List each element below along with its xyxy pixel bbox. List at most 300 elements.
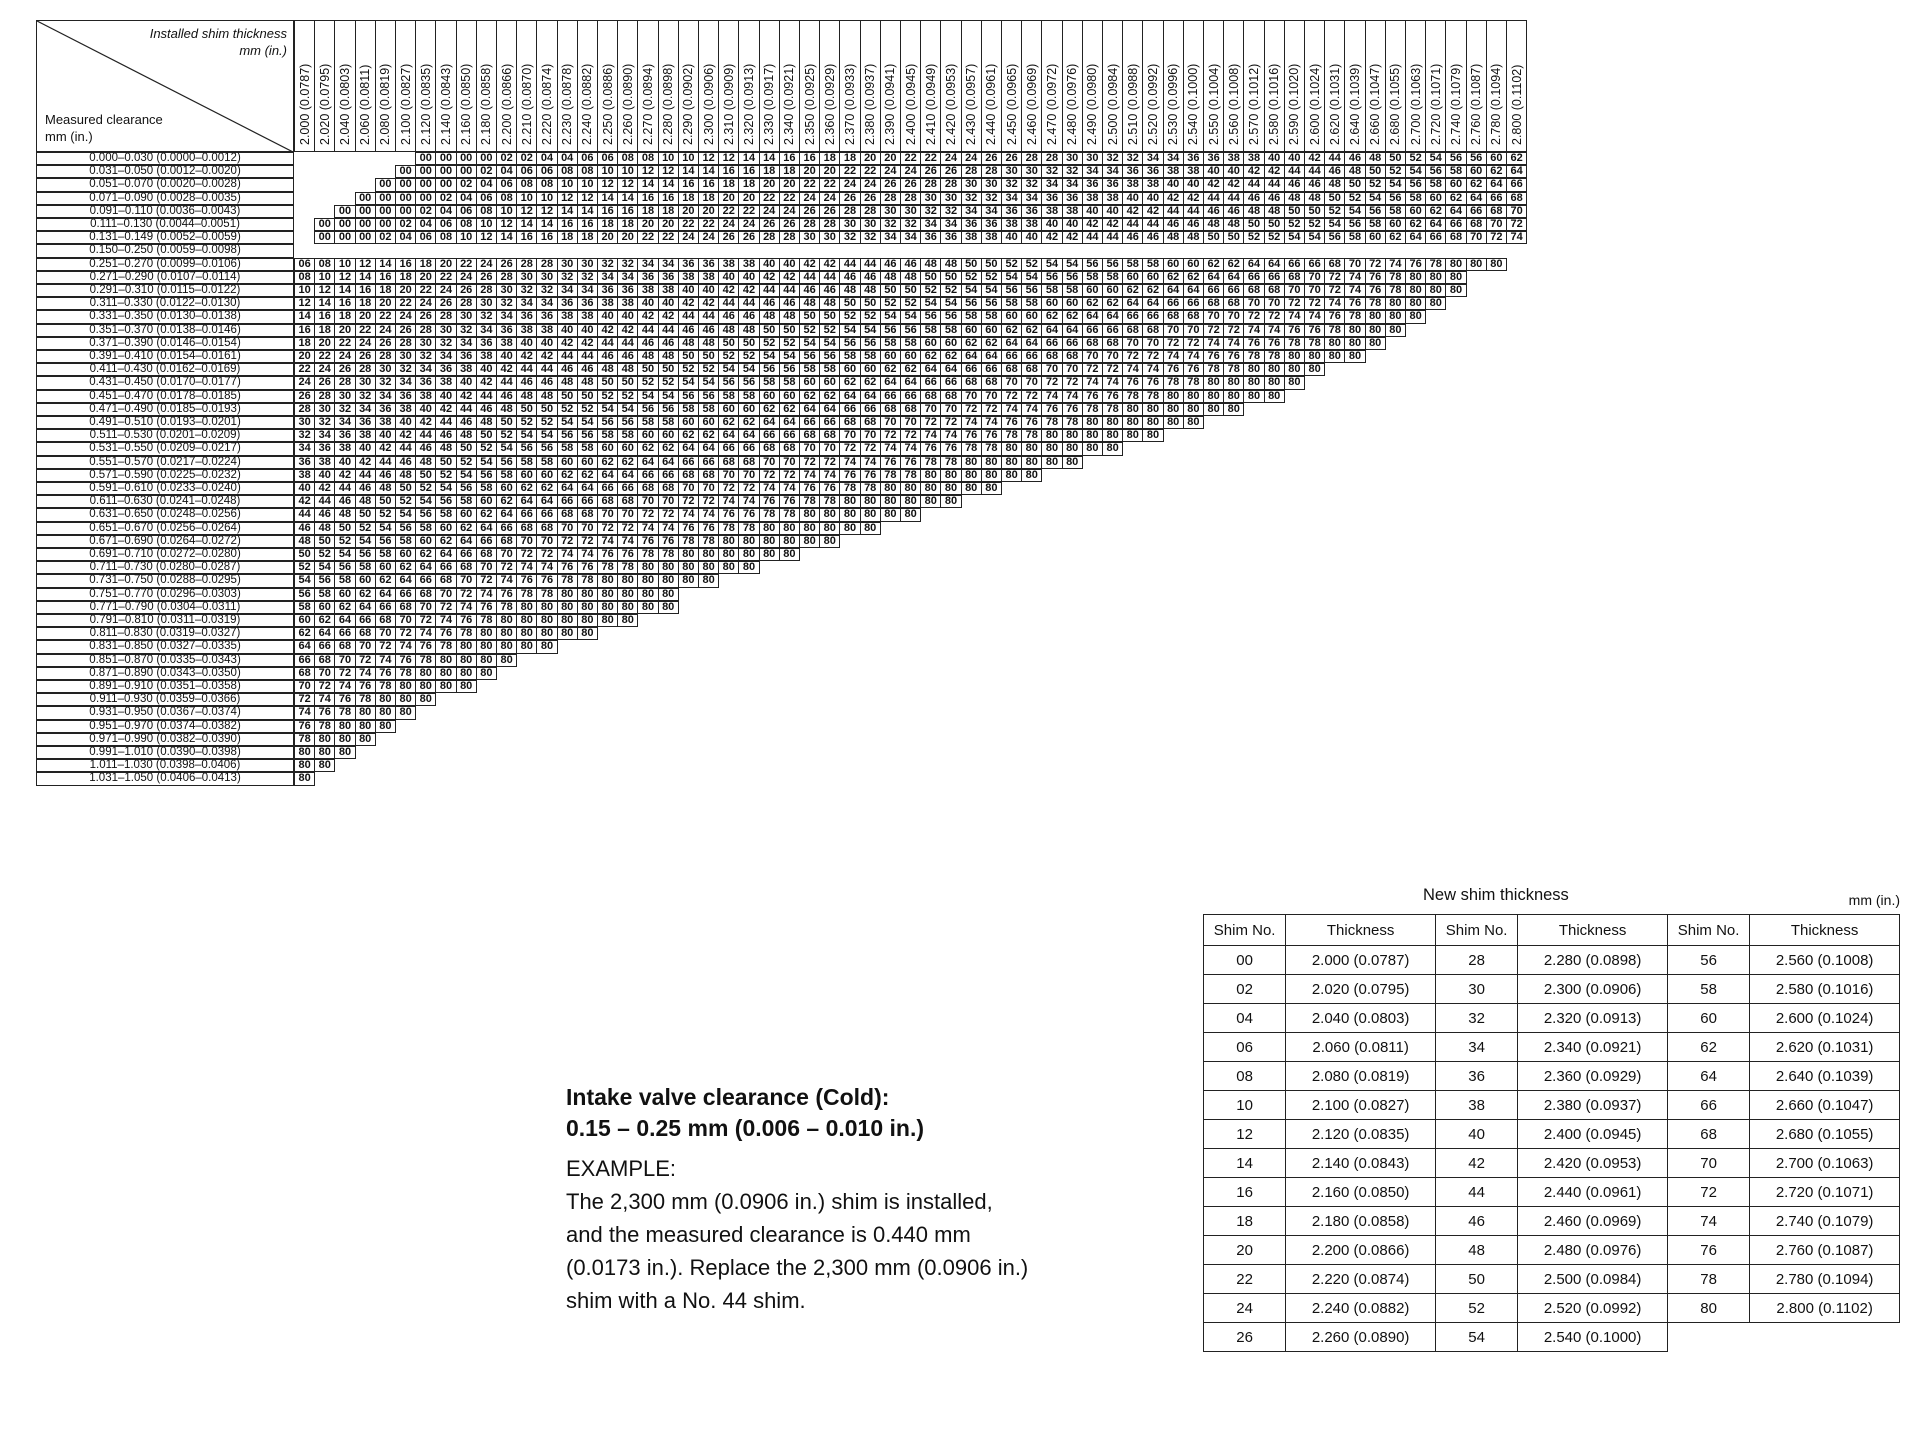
matrix-cell: 32 <box>516 284 537 297</box>
matrix-cell: 80 <box>1041 442 1062 455</box>
matrix-cell: 22 <box>334 337 355 350</box>
matrix-cell: 12 <box>516 205 537 218</box>
matrix-cell: 76 <box>961 429 982 442</box>
matrix-cell: 08 <box>637 152 658 165</box>
matrix-cell: 76 <box>516 574 537 587</box>
matrix-cell: 72 <box>1001 390 1022 403</box>
matrix-cell: 76 <box>1324 310 1345 323</box>
matrix-cell: 50 <box>900 284 921 297</box>
matrix-cell: 42 <box>456 390 477 403</box>
matrix-cell: 46 <box>294 522 315 535</box>
matrix-cell: 66 <box>355 614 376 627</box>
column-header <box>1102 20 1123 152</box>
matrix-cell: 44 <box>395 442 416 455</box>
matrix-cell: 42 <box>496 363 517 376</box>
matrix-cell: 50 <box>759 324 780 337</box>
matrix-cell: 46 <box>1203 205 1224 218</box>
matrix-cell: 50 <box>1365 165 1386 178</box>
matrix-cell: 50 <box>799 310 820 323</box>
matrix-cell: 30 <box>839 218 860 231</box>
matrix-cell: 58 <box>900 337 921 350</box>
matrix-cell: 80 <box>1324 350 1345 363</box>
matrix-cell: 56 <box>1041 271 1062 284</box>
matrix-cell: 16 <box>617 205 638 218</box>
matrix-cell: 64 <box>435 548 456 561</box>
matrix-cell: 80 <box>880 482 901 495</box>
matrix-cell: 44 <box>597 337 618 350</box>
matrix-cell: 40 <box>1041 218 1062 231</box>
matrix-cell: 48 <box>637 350 658 363</box>
matrix-cell: 74 <box>294 706 315 719</box>
matrix-cell: 32 <box>1021 178 1042 191</box>
matrix-cell: 38 <box>617 297 638 310</box>
matrix-cell: 80 <box>1183 416 1204 429</box>
table-row <box>1204 1265 1900 1294</box>
column-header <box>1284 20 1305 152</box>
matrix-cell: 70 <box>557 522 578 535</box>
matrix-cell: 62 <box>557 469 578 482</box>
matrix-cell: 70 <box>496 548 517 561</box>
matrix-cell: 44 <box>1163 205 1184 218</box>
matrix-cell: 80 <box>637 574 658 587</box>
matrix-cell: 34 <box>961 205 982 218</box>
matrix-cell: 10 <box>476 218 497 231</box>
matrix-cell: 30 <box>1001 165 1022 178</box>
matrix-cell: 70 <box>334 654 355 667</box>
matrix-cell: 64 <box>597 469 618 482</box>
thickness-cell: 2.020 (0.0795) <box>1286 975 1436 1004</box>
matrix-cell: 66 <box>940 376 961 389</box>
matrix-cell: 12 <box>334 271 355 284</box>
thickness-cell: 2.380 (0.0937) <box>1518 1091 1668 1120</box>
matrix-cell: 34 <box>1041 178 1062 191</box>
matrix-cell: 78 <box>961 442 982 455</box>
matrix-cell: 70 <box>1183 324 1204 337</box>
matrix-cell: 46 <box>1122 231 1143 244</box>
matrix-cell: 80 <box>1082 429 1103 442</box>
matrix-cell: 80 <box>496 654 517 667</box>
matrix-cell: 72 <box>1203 324 1224 337</box>
matrix-cell: 52 <box>1284 218 1305 231</box>
matrix-cell: 40 <box>637 297 658 310</box>
matrix-cell: 44 <box>415 429 436 442</box>
column-header-label: 2.390 (0.0941) <box>883 63 898 145</box>
column-header <box>1264 20 1285 152</box>
matrix-cell: 28 <box>900 192 921 205</box>
matrix-cell: 56 <box>839 337 860 350</box>
matrix-cell: 80 <box>759 522 780 535</box>
matrix-cell: 58 <box>779 376 800 389</box>
matrix-cell: 70 <box>738 469 759 482</box>
matrix-cell: 66 <box>1142 310 1163 323</box>
matrix-cell: 16 <box>294 324 315 337</box>
matrix-cell: 22 <box>900 152 921 165</box>
matrix-cell: 18 <box>637 205 658 218</box>
matrix-cell: 56 <box>819 350 840 363</box>
matrix-cell: 16 <box>799 152 820 165</box>
matrix-cell: 50 <box>1385 152 1406 165</box>
matrix-cell: 40 <box>1082 205 1103 218</box>
matrix-cell: 48 <box>1365 152 1386 165</box>
matrix-cell: 60 <box>496 482 517 495</box>
matrix-cell: 38 <box>314 456 335 469</box>
matrix-cell: 36 <box>617 284 638 297</box>
matrix-cell: 70 <box>718 469 739 482</box>
matrix-cell: 76 <box>1163 363 1184 376</box>
matrix-cell: 56 <box>1385 192 1406 205</box>
matrix-cell: 62 <box>1001 324 1022 337</box>
matrix-corner-header <box>36 20 294 152</box>
matrix-cell: 62 <box>597 456 618 469</box>
matrix-cell: 38 <box>355 429 376 442</box>
matrix-cell: 26 <box>779 218 800 231</box>
matrix-cell: 44 <box>577 350 598 363</box>
matrix-cell: 54 <box>1001 271 1022 284</box>
shim-table-caption <box>1203 884 1900 914</box>
matrix-cell: 80 <box>637 601 658 614</box>
matrix-cell: 52 <box>314 548 335 561</box>
matrix-cell: 32 <box>294 429 315 442</box>
matrix-cell: 50 <box>1243 218 1264 231</box>
matrix-cell: 70 <box>981 390 1002 403</box>
matrix-cell: 76 <box>1082 390 1103 403</box>
matrix-cell: 70 <box>1243 297 1264 310</box>
shim-number-cell: 54 <box>1435 1323 1517 1352</box>
matrix-cell: 78 <box>557 574 578 587</box>
column-header-label: 2.060 (0.0811) <box>358 64 373 145</box>
shim-number-cell: 48 <box>1435 1236 1517 1265</box>
matrix-cell: 46 <box>1304 178 1325 191</box>
matrix-cell: 78 <box>1264 350 1285 363</box>
column-header <box>1041 20 1062 152</box>
column-header-label: 2.570 (0.1012) <box>1246 63 1261 145</box>
matrix-cell: 00 <box>395 192 416 205</box>
matrix-cell: 76 <box>375 667 396 680</box>
matrix-cell: 10 <box>597 165 618 178</box>
matrix-cell: 80 <box>1405 297 1426 310</box>
matrix-cell: 78 <box>880 469 901 482</box>
matrix-cell: 68 <box>1062 350 1083 363</box>
matrix-cell: 22 <box>799 178 820 191</box>
column-header <box>415 20 436 152</box>
matrix-cell: 76 <box>1062 403 1083 416</box>
matrix-cell: 66 <box>334 627 355 640</box>
matrix-cell: 70 <box>678 482 699 495</box>
matrix-cell: 78 <box>1122 390 1143 403</box>
matrix-cell: 74 <box>476 588 497 601</box>
matrix-cell: 58 <box>1021 297 1042 310</box>
matrix-cell: 72 <box>334 667 355 680</box>
column-header <box>819 20 840 152</box>
matrix-cell: 76 <box>1203 350 1224 363</box>
matrix-cell: 56 <box>476 469 497 482</box>
matrix-cell: 76 <box>1001 416 1022 429</box>
matrix-cell: 18 <box>839 152 860 165</box>
row-label: 0.271–0.290 (0.0107–0.0114) <box>36 271 294 284</box>
matrix-cell: 20 <box>435 258 456 271</box>
matrix-cell: 80 <box>1203 390 1224 403</box>
matrix-cell: 70 <box>880 416 901 429</box>
matrix-cell: 16 <box>516 231 537 244</box>
matrix-cell: 60 <box>637 429 658 442</box>
matrix-cell: 76 <box>1122 376 1143 389</box>
shim-number-cell: 30 <box>1435 975 1517 1004</box>
matrix-cell: 58 <box>839 350 860 363</box>
matrix-cell: 12 <box>698 152 719 165</box>
column-header <box>1082 20 1103 152</box>
matrix-cell: 46 <box>1284 178 1305 191</box>
matrix-cell: 54 <box>334 548 355 561</box>
matrix-cell: 40 <box>617 310 638 323</box>
matrix-cell: 80 <box>819 508 840 521</box>
matrix-cell: 02 <box>516 152 537 165</box>
matrix-cell: 72 <box>375 640 396 653</box>
matrix-cell: 56 <box>799 350 820 363</box>
matrix-cell: 10 <box>678 152 699 165</box>
matrix-cell: 58 <box>557 442 578 455</box>
matrix-cell: 68 <box>395 601 416 614</box>
matrix-cell: 54 <box>1304 231 1325 244</box>
matrix-cell: 36 <box>314 442 335 455</box>
matrix-cell: 62 <box>1102 297 1123 310</box>
matrix-cell: 36 <box>981 218 1002 231</box>
matrix-cell: 52 <box>1264 231 1285 244</box>
matrix-cell: 42 <box>738 284 759 297</box>
matrix-cell: 24 <box>456 271 477 284</box>
matrix-cell: 80 <box>920 495 941 508</box>
matrix-cell: 54 <box>839 324 860 337</box>
matrix-cell: 54 <box>536 429 557 442</box>
matrix-cell: 56 <box>294 588 315 601</box>
matrix-cell: 40 <box>294 482 315 495</box>
matrix-cell: 24 <box>314 363 335 376</box>
matrix-cell: 32 <box>355 390 376 403</box>
matrix-cell: 80 <box>1243 376 1264 389</box>
matrix-cell: 80 <box>1344 324 1365 337</box>
matrix-cell: 36 <box>456 350 477 363</box>
matrix-cell: 74 <box>597 535 618 548</box>
matrix-cell: 48 <box>920 258 941 271</box>
matrix-cell: 62 <box>375 574 396 587</box>
matrix-cell: 58 <box>637 416 658 429</box>
column-header-label: 2.590 (0.1020) <box>1287 63 1302 145</box>
matrix-cell: 66 <box>557 495 578 508</box>
matrix-cell: 34 <box>1102 165 1123 178</box>
matrix-cell: 78 <box>718 522 739 535</box>
matrix-cell: 64 <box>1405 231 1426 244</box>
matrix-cell: 64 <box>658 456 679 469</box>
matrix-cell: 74 <box>334 680 355 693</box>
matrix-cell: 26 <box>294 390 315 403</box>
shim-number-cell: 60 <box>1667 1004 1749 1033</box>
column-header-label: 2.480 (0.0976) <box>1065 63 1080 145</box>
matrix-cell: 64 <box>839 390 860 403</box>
matrix-cell: 34 <box>597 271 618 284</box>
matrix-cell: 42 <box>1102 218 1123 231</box>
matrix-cell: 34 <box>415 363 436 376</box>
matrix-cell: 44 <box>839 258 860 271</box>
matrix-cell: 66 <box>1486 192 1507 205</box>
example-line: The 2,300 mm (0.0906 in.) shim is installed, <box>566 1189 993 1214</box>
column-header <box>1445 20 1466 152</box>
matrix-cell: 52 <box>577 403 598 416</box>
matrix-cell: 60 <box>1405 205 1426 218</box>
matrix-cell: 50 <box>1304 205 1325 218</box>
matrix-cell: 48 <box>1203 218 1224 231</box>
matrix-cell: 10 <box>334 258 355 271</box>
matrix-cell: 76 <box>698 522 719 535</box>
matrix-cell: 38 <box>1163 165 1184 178</box>
matrix-cell: 58 <box>1365 218 1386 231</box>
matrix-cell: 36 <box>476 337 497 350</box>
matrix-cell: 68 <box>577 508 598 521</box>
matrix-cell: 66 <box>1082 324 1103 337</box>
matrix-cell: 48 <box>678 337 699 350</box>
matrix-cell: 56 <box>1062 271 1083 284</box>
matrix-cell: 00 <box>435 165 456 178</box>
matrix-cell: 66 <box>880 390 901 403</box>
matrix-cell: 56 <box>1405 178 1426 191</box>
matrix-cell: 76 <box>658 535 679 548</box>
column-header-label: 2.360 (0.0929) <box>822 63 837 145</box>
matrix-cell: 46 <box>799 284 820 297</box>
matrix-cell: 64 <box>557 482 578 495</box>
matrix-cell: 76 <box>718 508 739 521</box>
matrix-cell: 78 <box>1021 429 1042 442</box>
matrix-cell: 16 <box>375 271 396 284</box>
matrix-cell: 44 <box>658 324 679 337</box>
matrix-cell: 66 <box>1284 258 1305 271</box>
column-header <box>294 20 315 152</box>
matrix-cell: 76 <box>779 495 800 508</box>
matrix-cell: 58 <box>577 442 598 455</box>
matrix-cell: 80 <box>718 535 739 548</box>
matrix-cell: 50 <box>375 495 396 508</box>
matrix-cell: 30 <box>294 416 315 429</box>
matrix-cell: 70 <box>799 442 820 455</box>
matrix-cell: 68 <box>839 416 860 429</box>
matrix-cell: 66 <box>799 416 820 429</box>
matrix-cell: 46 <box>496 390 517 403</box>
matrix-cell: 70 <box>961 390 982 403</box>
matrix-cell: 66 <box>577 495 598 508</box>
matrix-cell: 52 <box>718 350 739 363</box>
matrix-cell: 52 <box>738 350 759 363</box>
matrix-cell: 80 <box>1344 337 1365 350</box>
thickness-cell: 2.800 (0.1102) <box>1750 1294 1900 1323</box>
matrix-cell: 76 <box>940 442 961 455</box>
matrix-cell: 72 <box>1102 363 1123 376</box>
thickness-cell: 2.660 (0.1047) <box>1750 1091 1900 1120</box>
column-header <box>880 20 901 152</box>
matrix-cell: 56 <box>698 390 719 403</box>
matrix-cell: 66 <box>415 574 436 587</box>
matrix-cell: 44 <box>860 258 881 271</box>
matrix-cell: 72 <box>738 482 759 495</box>
matrix-cell: 38 <box>637 284 658 297</box>
matrix-cell: 14 <box>294 310 315 323</box>
shim-number-cell: 14 <box>1204 1149 1286 1178</box>
matrix-cell: 64 <box>920 363 941 376</box>
matrix-cell: 40 <box>759 258 780 271</box>
matrix-cell: 80 <box>779 548 800 561</box>
matrix-cell: 44 <box>334 482 355 495</box>
matrix-cell: 80 <box>294 759 315 772</box>
matrix-cell: 80 <box>1102 429 1123 442</box>
matrix-cell: 72 <box>294 693 315 706</box>
matrix-cell: 80 <box>435 667 456 680</box>
matrix-cell: 00 <box>375 178 396 191</box>
matrix-cell: 38 <box>1102 192 1123 205</box>
column-header-label: 2.450 (0.0965) <box>1004 63 1019 145</box>
matrix-cell: 44 <box>375 456 396 469</box>
column-header <box>536 20 557 152</box>
installed-thickness-label: Installed shim thickness mm (in.) <box>149 26 287 58</box>
row-label: 0.791–0.810 (0.0311–0.0319) <box>36 614 294 627</box>
matrix-cell: 56 <box>759 363 780 376</box>
matrix-cell: 66 <box>1183 297 1204 310</box>
matrix-cell: 66 <box>435 561 456 574</box>
matrix-cell: 80 <box>880 508 901 521</box>
matrix-cell: 48 <box>415 456 436 469</box>
matrix-cell: 74 <box>557 548 578 561</box>
matrix-cell: 06 <box>415 231 436 244</box>
matrix-cell: 56 <box>1466 152 1487 165</box>
matrix-cell: 54 <box>516 429 537 442</box>
matrix-cell: 50 <box>819 310 840 323</box>
matrix-cell: 46 <box>617 350 638 363</box>
matrix-cell: 78 <box>1365 297 1386 310</box>
column-header-label: 2.250 (0.0886) <box>600 63 615 145</box>
matrix-cell: 28 <box>860 205 881 218</box>
matrix-cell: 36 <box>698 258 719 271</box>
matrix-cell: 60 <box>759 390 780 403</box>
matrix-cell: 34 <box>1163 152 1184 165</box>
matrix-cell: 78 <box>839 482 860 495</box>
matrix-cell: 34 <box>516 297 537 310</box>
matrix-cell: 80 <box>456 640 477 653</box>
matrix-cell: 44 <box>435 416 456 429</box>
matrix-cell: 24 <box>799 192 820 205</box>
matrix-cell: 36 <box>435 363 456 376</box>
matrix-cell: 04 <box>456 192 477 205</box>
matrix-cell: 80 <box>839 495 860 508</box>
row-label: 0.371–0.390 (0.0146–0.0154) <box>36 337 294 350</box>
matrix-cell: 40 <box>698 284 719 297</box>
matrix-cell: 62 <box>698 429 719 442</box>
thickness-cell: 2.480 (0.0976) <box>1518 1236 1668 1265</box>
matrix-cell: 78 <box>1243 350 1264 363</box>
matrix-cell: 46 <box>658 337 679 350</box>
column-header <box>334 20 355 152</box>
matrix-cell: 58 <box>1122 258 1143 271</box>
matrix-cell: 34 <box>1001 192 1022 205</box>
matrix-cell: 08 <box>516 178 537 191</box>
row-label: 0.731–0.750 (0.0288–0.0295) <box>36 574 294 587</box>
matrix-cell: 64 <box>940 363 961 376</box>
matrix-cell: 40 <box>395 416 416 429</box>
matrix-cell: 64 <box>577 482 598 495</box>
matrix-cell: 30 <box>920 192 941 205</box>
matrix-cell: 40 <box>415 403 436 416</box>
matrix-cell: 74 <box>900 442 921 455</box>
matrix-cell: 72 <box>839 442 860 455</box>
matrix-cell: 30 <box>961 178 982 191</box>
matrix-cell: 80 <box>577 614 598 627</box>
matrix-cell: 66 <box>698 456 719 469</box>
matrix-cell: 50 <box>1203 231 1224 244</box>
matrix-cell: 10 <box>557 178 578 191</box>
